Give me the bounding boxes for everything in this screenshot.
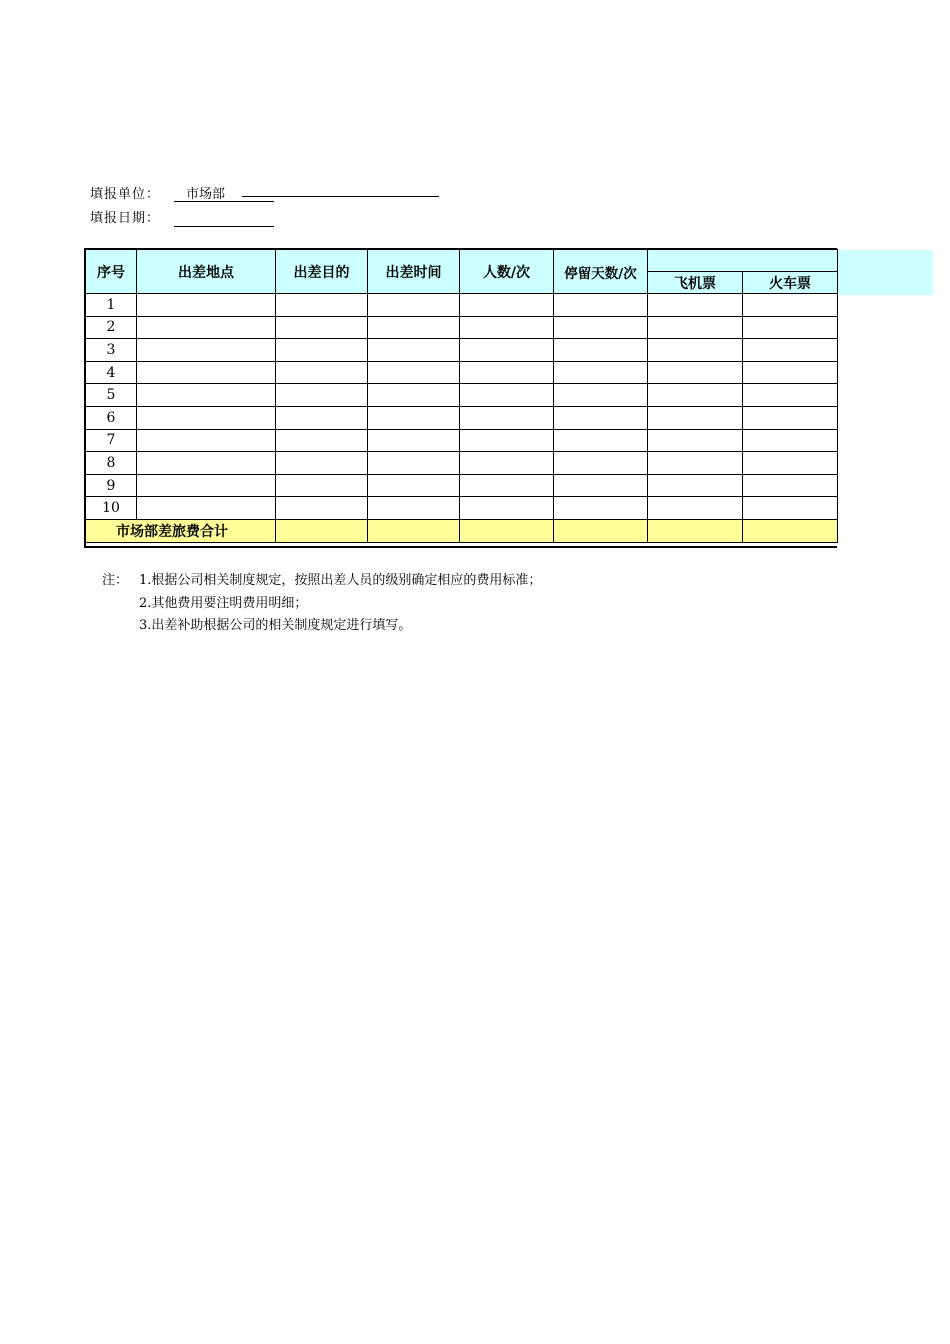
table-cell[interactable] xyxy=(368,406,460,429)
row-seq: 8 xyxy=(86,452,137,475)
table-cell[interactable] xyxy=(460,497,554,520)
table-cell[interactable] xyxy=(460,384,554,407)
row-seq: 10 xyxy=(86,497,137,520)
table-cell[interactable] xyxy=(648,497,743,520)
table-cell[interactable] xyxy=(554,384,648,407)
unit-label: 填报单位： xyxy=(90,187,161,202)
total-cell[interactable] xyxy=(368,519,460,542)
header-plane: 飞机票 xyxy=(648,272,743,294)
table-cell[interactable] xyxy=(368,497,460,520)
table-cell[interactable] xyxy=(368,316,460,339)
table-cell[interactable] xyxy=(743,406,838,429)
table-cell[interactable] xyxy=(137,384,276,407)
table-cell[interactable] xyxy=(460,406,554,429)
table-cell[interactable] xyxy=(137,339,276,362)
table-cell[interactable] xyxy=(137,452,276,475)
table-cell[interactable] xyxy=(743,294,838,317)
notes-prefix: 注： xyxy=(102,573,129,588)
table-cell[interactable] xyxy=(137,406,276,429)
table-cell[interactable] xyxy=(368,474,460,497)
header-place: 出差地点 xyxy=(137,250,276,294)
table-cell[interactable] xyxy=(276,452,368,475)
table-cell[interactable] xyxy=(648,429,743,452)
table-cell[interactable] xyxy=(276,429,368,452)
header-time: 出差时间 xyxy=(368,250,460,294)
table-cell[interactable] xyxy=(554,316,648,339)
table-cell[interactable] xyxy=(460,474,554,497)
table-cell[interactable] xyxy=(554,452,648,475)
table-cell[interactable] xyxy=(554,294,648,317)
table-row xyxy=(86,497,838,520)
table-cell[interactable] xyxy=(276,339,368,362)
table-cell[interactable] xyxy=(743,452,838,475)
row-seq: 5 xyxy=(86,384,137,407)
table-row xyxy=(86,294,838,317)
header-transport-group xyxy=(648,250,838,272)
table-row xyxy=(86,384,838,407)
table-cell[interactable] xyxy=(648,406,743,429)
table-cell[interactable] xyxy=(648,384,743,407)
row-seq: 7 xyxy=(86,429,137,452)
unit-value[interactable]: 市场部 xyxy=(186,187,226,202)
table-row xyxy=(86,406,838,429)
table-row xyxy=(86,361,838,384)
table-cell[interactable] xyxy=(368,384,460,407)
row-seq: 9 xyxy=(86,474,137,497)
date-label: 填报日期： xyxy=(90,211,161,226)
table-cell[interactable] xyxy=(743,384,838,407)
row-seq: 1 xyxy=(86,294,137,317)
row-seq: 6 xyxy=(86,406,137,429)
table-cell[interactable] xyxy=(137,429,276,452)
table-cell[interactable] xyxy=(276,316,368,339)
total-cell[interactable] xyxy=(648,519,743,542)
total-cell[interactable] xyxy=(554,519,648,542)
header-band-extension xyxy=(837,250,933,295)
table-cell[interactable] xyxy=(460,361,554,384)
total-cell[interactable] xyxy=(276,519,368,542)
table-cell[interactable] xyxy=(276,406,368,429)
table-row xyxy=(86,429,838,452)
table-cell[interactable] xyxy=(554,406,648,429)
total-label: 市场部差旅费合计 xyxy=(86,519,276,542)
table-cell[interactable] xyxy=(368,452,460,475)
table-top-border-extension xyxy=(647,248,837,250)
table-cell[interactable] xyxy=(368,339,460,362)
table-cell[interactable] xyxy=(137,497,276,520)
table-cell[interactable] xyxy=(743,339,838,362)
table-cell[interactable] xyxy=(460,429,554,452)
table-cell[interactable] xyxy=(368,294,460,317)
table-cell[interactable] xyxy=(743,361,838,384)
date-underline xyxy=(174,226,274,227)
notes-block xyxy=(102,570,541,638)
table-cell[interactable] xyxy=(460,339,554,362)
table-cell[interactable] xyxy=(276,497,368,520)
table-cell[interactable] xyxy=(137,316,276,339)
table-cell[interactable] xyxy=(648,474,743,497)
table-cell[interactable] xyxy=(460,452,554,475)
table-cell[interactable] xyxy=(743,429,838,452)
table-cell[interactable] xyxy=(368,429,460,452)
table-cell[interactable] xyxy=(743,316,838,339)
header-people: 人数/次 xyxy=(460,250,554,294)
table-row xyxy=(86,452,838,475)
table-row xyxy=(86,339,838,362)
table-row xyxy=(86,316,838,339)
table-cell[interactable] xyxy=(743,474,838,497)
table-cell[interactable] xyxy=(554,474,648,497)
table-cell[interactable] xyxy=(648,361,743,384)
header-purpose: 出差目的 xyxy=(276,250,368,294)
table-cell[interactable] xyxy=(554,339,648,362)
header-stay-days: 停留天数/次 xyxy=(554,250,648,294)
table-cell[interactable] xyxy=(554,361,648,384)
table-cell[interactable] xyxy=(648,339,743,362)
row-seq: 4 xyxy=(86,361,137,384)
table-cell[interactable] xyxy=(460,294,554,317)
unit-underline xyxy=(174,201,274,202)
unit-extra-underline xyxy=(242,196,439,197)
table-cell[interactable] xyxy=(137,361,276,384)
table-cell[interactable] xyxy=(554,497,648,520)
table-cell[interactable] xyxy=(743,497,838,520)
table-cell[interactable] xyxy=(648,294,743,317)
row-seq: 2 xyxy=(86,316,137,339)
total-cell[interactable] xyxy=(743,519,838,542)
table-cell[interactable] xyxy=(648,452,743,475)
note-item: 1.根据公司相关制度规定，按照出差人员的级别确定相应的费用标准； xyxy=(139,573,542,588)
total-cell[interactable] xyxy=(460,519,554,542)
table-cell[interactable] xyxy=(368,361,460,384)
row-seq: 3 xyxy=(86,339,137,362)
note-item: 3.出差补助根据公司的相关制度规定进行填写。 xyxy=(139,618,412,633)
table-cell[interactable] xyxy=(276,474,368,497)
table-row xyxy=(86,474,838,497)
header-train: 火车票 xyxy=(743,272,838,294)
table-cell[interactable] xyxy=(137,294,276,317)
note-item: 2.其他费用要注明费用明细； xyxy=(139,595,308,611)
table-cell[interactable] xyxy=(554,429,648,452)
table-cell[interactable] xyxy=(137,474,276,497)
table-cell[interactable] xyxy=(276,384,368,407)
table-cell[interactable] xyxy=(276,361,368,384)
table-cell[interactable] xyxy=(460,316,554,339)
travel-expense-table xyxy=(85,249,838,543)
header-seq: 序号 xyxy=(86,250,137,294)
table-cell[interactable] xyxy=(648,316,743,339)
table-cell[interactable] xyxy=(276,294,368,317)
